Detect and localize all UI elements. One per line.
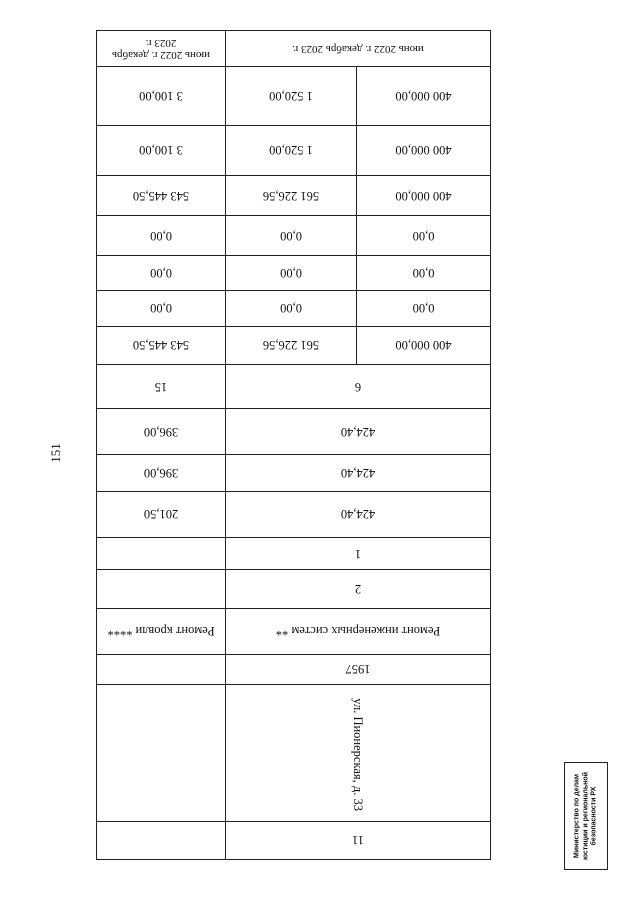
table-row: [97, 31, 491, 67]
table-cell: 3 100,00: [97, 67, 226, 125]
table-cell: 0,00: [357, 290, 491, 326]
table-row: [97, 409, 491, 454]
table-cell: 6: [226, 365, 491, 409]
table-cell: 2: [226, 570, 491, 608]
table-cell: 543 445,50: [97, 326, 226, 364]
table-cell: 396,00: [97, 454, 226, 491]
table-row: [97, 216, 491, 256]
address-text: ул. Пионерская, д. 33: [351, 698, 366, 811]
data-table: [96, 30, 491, 860]
table-row: [97, 290, 491, 326]
table-cell: 400 000,00: [357, 125, 491, 175]
table-row: [97, 654, 491, 684]
table-cell: 201,50: [97, 491, 226, 537]
table-cell: 1: [226, 538, 491, 570]
table-cell: 400 000,00: [357, 326, 491, 364]
table-row: [97, 326, 491, 364]
table-cell: 400 000,00: [357, 176, 491, 216]
table-cell: 0,00: [226, 256, 357, 290]
table-row: [97, 821, 491, 859]
table-cell: 1 520,00: [226, 67, 357, 125]
table-row: [97, 570, 491, 608]
table-row: [97, 538, 491, 570]
table-cell: 543 445,50: [97, 176, 226, 216]
table-row: [97, 491, 491, 537]
table-cell: 424,40: [226, 491, 491, 537]
table-cell: 0,00: [97, 256, 226, 290]
table-cell: 1 520,00: [226, 125, 357, 175]
table-row: [97, 256, 491, 290]
table-cell: 1957: [226, 654, 491, 684]
table-cell: Ремонт кровли ****: [97, 608, 226, 654]
table-row: [97, 454, 491, 491]
table-row: [97, 608, 491, 654]
table-cell: 396,00: [97, 409, 226, 454]
table-cell: 0,00: [357, 256, 491, 290]
table-cell: 11: [226, 821, 491, 859]
table-cell: [97, 684, 226, 821]
table-cell: 0,00: [97, 216, 226, 256]
table-cell: 561 226,56: [226, 176, 357, 216]
table-cell: [226, 684, 491, 821]
table-row: [97, 365, 491, 409]
table-row: [97, 176, 491, 216]
table-cell: 424,40: [226, 454, 491, 491]
table-cell: 0,00: [226, 290, 357, 326]
table-cell: июнь 2022 г. декабрь 2023 г.: [226, 31, 491, 67]
table-cell: 15: [97, 365, 226, 409]
table-cell: [97, 538, 226, 570]
table-cell: июнь 2022 г. декабрь 2023 г.: [97, 31, 226, 67]
table-cell: Ремонт инженерных систем **: [226, 608, 491, 654]
page-number: 151: [48, 443, 63, 463]
table-row: [97, 125, 491, 175]
table-cell: [97, 821, 226, 859]
table-cell: 561 226,56: [226, 326, 357, 364]
table-row: [97, 684, 491, 821]
official-stamp: [564, 762, 608, 870]
table-cell: 400 000,00: [357, 67, 491, 125]
table-cell: 3 100,00: [97, 125, 226, 175]
table-cell: [97, 654, 226, 684]
table-row: [97, 67, 491, 125]
stamp-text: Министерство по делам юстиции и региональной безопасности РХ: [573, 772, 598, 860]
table-cell: 0,00: [97, 290, 226, 326]
table-cell: 0,00: [226, 216, 357, 256]
table-cell: [97, 570, 226, 608]
table-cell: 0,00: [357, 216, 491, 256]
table-cell: 424,40: [226, 409, 491, 454]
